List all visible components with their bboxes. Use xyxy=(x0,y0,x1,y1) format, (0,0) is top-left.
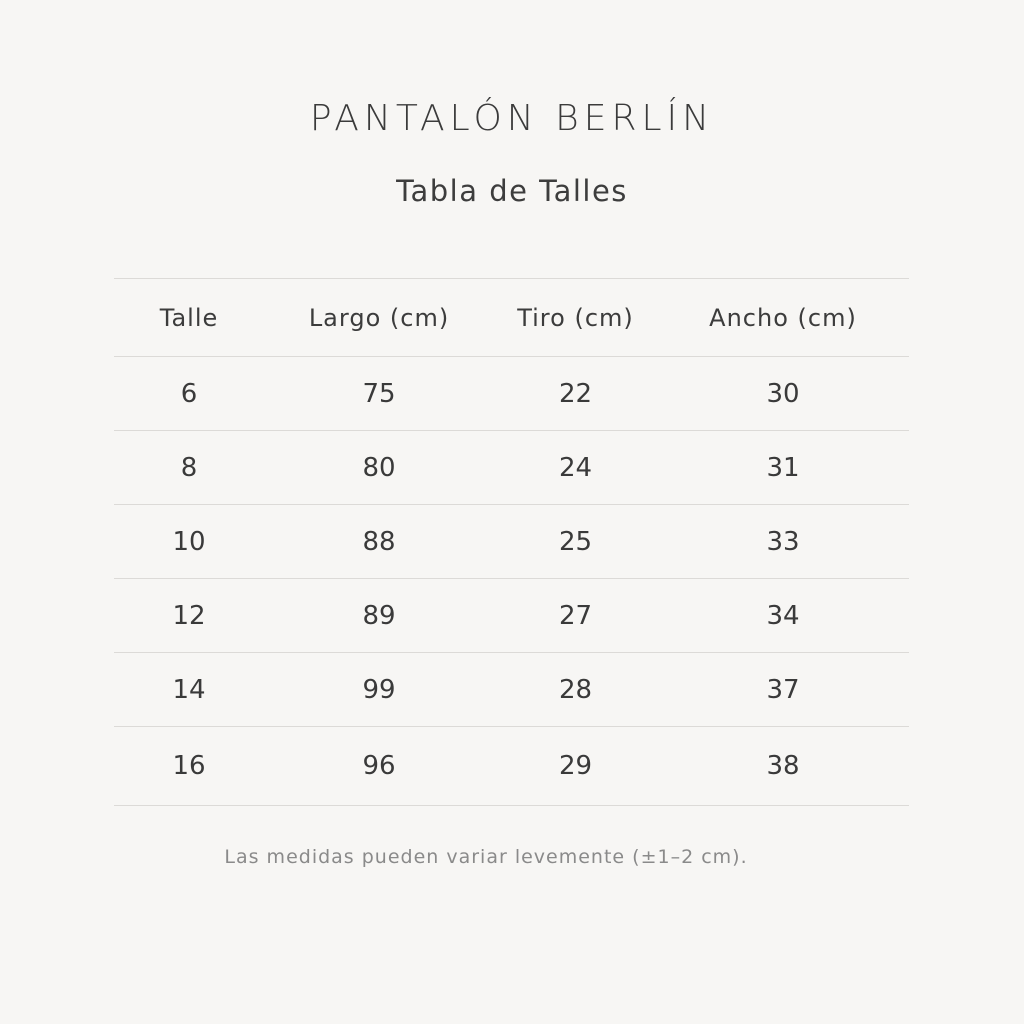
table-header-row xyxy=(114,279,909,357)
column-header-talle: Talle xyxy=(159,303,219,332)
cell-largo: 89 xyxy=(362,600,396,631)
cell-tiro: 22 xyxy=(558,378,593,409)
cell-tiro: 28 xyxy=(558,674,593,705)
table-row xyxy=(114,727,909,805)
cell-talle: 14 xyxy=(172,674,206,705)
cell-ancho: 37 xyxy=(766,674,800,705)
cell-largo: 88 xyxy=(362,526,396,557)
table-row xyxy=(114,357,909,431)
size-table xyxy=(114,278,909,806)
cell-largo: 99 xyxy=(362,674,396,705)
cell-tiro: 29 xyxy=(558,751,593,781)
table-row xyxy=(114,579,909,653)
cell-largo: 96 xyxy=(362,751,396,781)
page-subtitle: Tabla de Talles xyxy=(396,174,628,208)
column-header-largo: Largo (cm) xyxy=(308,303,450,332)
cell-ancho: 33 xyxy=(766,526,800,557)
column-header-ancho: Ancho (cm) xyxy=(709,303,857,332)
column-header-tiro: Tiro (cm) xyxy=(517,303,634,332)
footnote: Las medidas pueden variar levemente (±1–2 cm). xyxy=(224,846,748,868)
table-row xyxy=(114,431,909,505)
cell-tiro: 27 xyxy=(558,600,593,631)
table-row xyxy=(114,505,909,579)
cell-ancho: 34 xyxy=(766,600,800,631)
cell-talle: 12 xyxy=(172,600,206,631)
table-row xyxy=(114,653,909,727)
page-title: PANTALÓN BERLÍN xyxy=(309,98,715,139)
cell-tiro: 24 xyxy=(558,452,593,483)
cell-talle: 16 xyxy=(172,751,206,781)
cell-talle: 8 xyxy=(180,452,198,483)
cell-talle: 6 xyxy=(180,378,198,409)
cell-ancho: 30 xyxy=(766,378,800,409)
cell-tiro: 25 xyxy=(558,526,593,557)
cell-ancho: 38 xyxy=(766,751,800,781)
cell-largo: 75 xyxy=(362,378,396,409)
cell-ancho: 31 xyxy=(766,452,800,483)
cell-largo: 80 xyxy=(362,452,396,483)
cell-talle: 10 xyxy=(172,526,206,557)
